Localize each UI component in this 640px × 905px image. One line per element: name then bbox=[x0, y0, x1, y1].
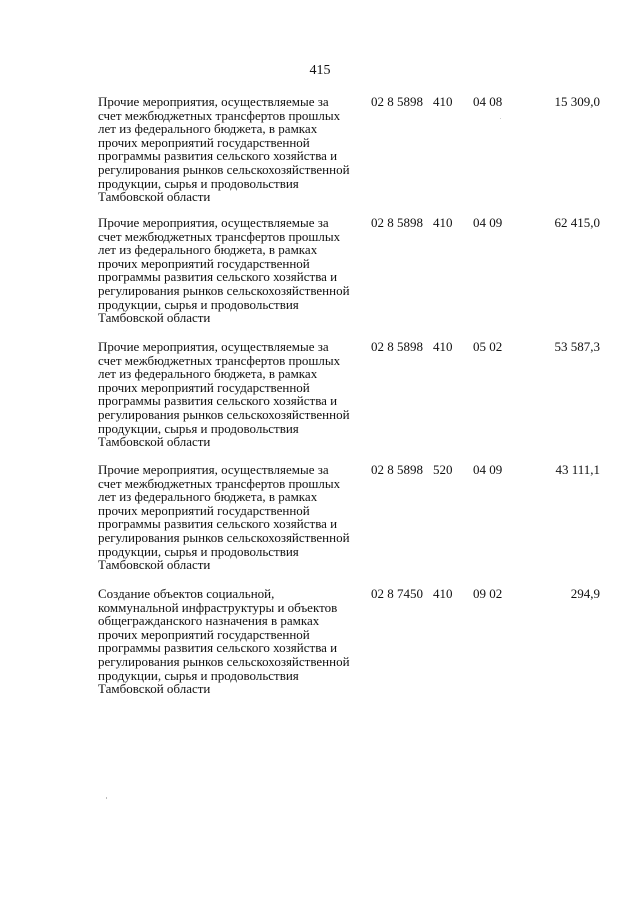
row-section-subsection-code: 04 09 bbox=[473, 462, 503, 477]
row-amount: 294,9 bbox=[570, 586, 600, 601]
row-section-subsection-code: 05 02 bbox=[473, 339, 503, 354]
table-row bbox=[0, 340, 640, 464]
row-description: Прочие мероприятия, осуществляемые за счет межбюджетных трансфертов прошлых лет из федерального бюджета, в рамках прочих мероприятий государственной программы развития сельского хозяйства и регулирования рынков сельскохозяйственной продукции, сырья и продовольствия Тамбовской области bbox=[98, 215, 350, 326]
row-target-article-code: 02 8 5898 bbox=[371, 215, 423, 230]
row-amount: 53 587,3 bbox=[554, 339, 600, 354]
scan-speck bbox=[500, 118, 501, 119]
row-expense-type-code: 520 bbox=[433, 462, 453, 477]
row-amount: 62 415,0 bbox=[554, 215, 600, 230]
table-row bbox=[0, 95, 640, 219]
budget-table bbox=[0, 95, 640, 711]
row-section-subsection-code: 09 02 bbox=[473, 586, 503, 601]
row-expense-type-code: 410 bbox=[433, 215, 453, 230]
row-description: Прочие мероприятия, осуществляемые за счет межбюджетных трансфертов прошлых лет из федерального бюджета, в рамках прочих мероприятий государственной программы развития сельского хозяйства и регулирования рынков сельскохозяйственной продукции, сырья и продовольствия Тамбовской области bbox=[98, 462, 350, 573]
table-row bbox=[0, 216, 640, 340]
row-section-subsection-code: 04 09 bbox=[473, 215, 503, 230]
row-description: Прочие мероприятия, осуществляемые за счет межбюджетных трансфертов прошлых лет из федерального бюджета, в рамках прочих мероприятий государственной программы развития сельского хозяйства и регулирования рынков сельскохозяйственной продукции, сырья и продовольствия Тамбовской области bbox=[98, 94, 350, 205]
row-expense-type-code: 410 bbox=[433, 94, 453, 109]
page-number: 415 bbox=[309, 63, 331, 78]
row-description: Создание объектов социальной, коммунальной инфраструктуры и объектов общегражданского назначения в рамках прочих мероприятий государственной программы развития сельского хозяйства и регулирования рынков сельскохозяйственной продукции, сырья и продовольствия Тамбовской области bbox=[98, 586, 350, 697]
row-target-article-code: 02 8 7450 bbox=[371, 586, 423, 601]
row-amount: 43 111,1 bbox=[555, 462, 600, 477]
table-row bbox=[0, 463, 640, 587]
row-section-subsection-code: 04 08 bbox=[473, 94, 503, 109]
row-target-article-code: 02 8 5898 bbox=[371, 462, 423, 477]
row-expense-type-code: 410 bbox=[433, 586, 453, 601]
row-amount: 15 309,0 bbox=[554, 94, 600, 109]
table-row bbox=[0, 587, 640, 711]
row-target-article-code: 02 8 5898 bbox=[371, 339, 423, 354]
scan-speck bbox=[106, 797, 107, 799]
row-expense-type-code: 410 bbox=[433, 339, 453, 354]
row-target-article-code: 02 8 5898 bbox=[371, 94, 423, 109]
row-description: Прочие мероприятия, осуществляемые за счет межбюджетных трансфертов прошлых лет из федерального бюджета, в рамках прочих мероприятий государственной программы развития сельского хозяйства и регулирования рынков сельскохозяйственной продукции, сырья и продовольствия Тамбовской области bbox=[98, 339, 350, 450]
